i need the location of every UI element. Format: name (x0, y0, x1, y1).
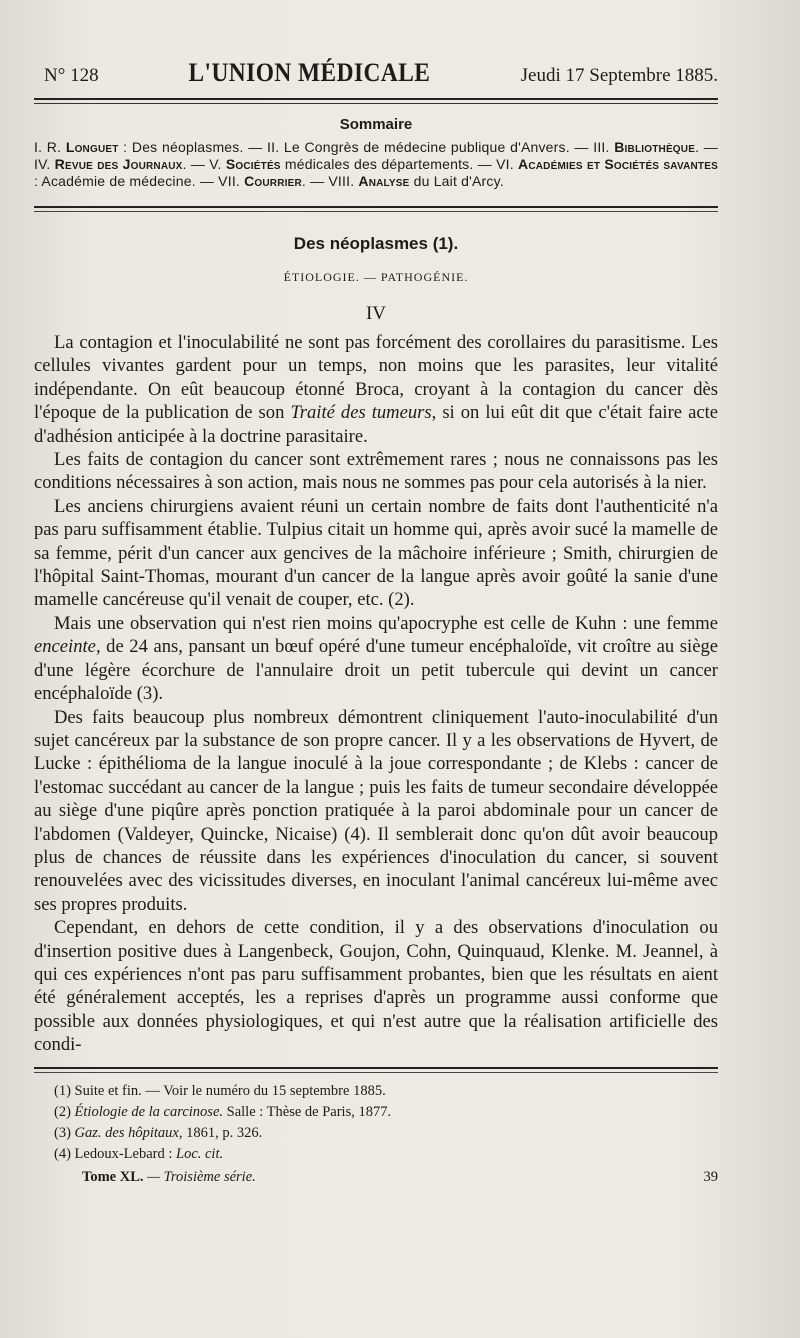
paragraph-text: Mais une observation qui n'est rien moins qu'apocryphe est celle de Kuhn : une femme (54, 612, 718, 634)
footnote (54, 1102, 718, 1123)
sommaire-courrier: Courrier (244, 173, 302, 189)
article-body (34, 331, 718, 1057)
footnote-italic: Loc. cit. (176, 1145, 224, 1162)
sommaire-contents (34, 139, 718, 190)
sommaire-academies: Académies et Sociétés savantes (518, 156, 718, 172)
paragraph-italic: Traité des tumeurs (290, 402, 432, 424)
footnotes (34, 1081, 718, 1165)
footnote-rule-thin (34, 1072, 718, 1073)
sommaire-revue: Revue des Journaux (54, 156, 183, 172)
footnote-italic: Gaz. des hôpitaux, (74, 1124, 183, 1141)
paragraph: Cependant, en dehors de cette condition, il y a des observations d'inoculation ou d'insertion positive dues à Langenbeck, Goujon, Cohn, Quinquaud, Klenke. M. Jeannel, à qui ces expériences n'ont pas paru suffisamment probantes, bien que les résultats en aient été généralement acceptés, les a reprises d'après un programme aussi conforme que possible aux données physiologiques, et qui n'est autre que la réalisation artificielle des condi- (34, 917, 718, 1056)
chapter-number: IV (365, 303, 387, 324)
footnote (54, 1144, 718, 1165)
footer-separator: — (143, 1168, 164, 1185)
sommaire-text: : Académie de médecine. — VII. (34, 173, 245, 189)
issue-number: N° 128 (44, 65, 99, 86)
sommaire-title: Sommaire (339, 116, 413, 133)
article-title: Des néoplasmes (1). (293, 234, 459, 253)
page-header (34, 58, 718, 92)
sommaire-author: Longuet (65, 139, 119, 155)
page-number: 39 (703, 1168, 718, 1185)
sommaire-text: du Lait d'Arcy. (409, 173, 504, 189)
footnote-text: (2) (54, 1103, 75, 1120)
paragraph-text: La contagion et l'inoculabilité ne sont pas forcément des corollaires du parasitisme. Les cellules vivantes gardent pour un temps, non moins que les parasites, leur vitalité indépendante. On eût beaucoup étonné Broca, croyant à la contagion du cancer dès l'époque de la publication de son (34, 332, 718, 424)
header-rule (34, 98, 718, 100)
footnote-text: (4) Ledoux-Lebard : (54, 1145, 176, 1162)
sommaire-societes: Sociétés (225, 156, 281, 172)
sommaire-text: . — VIII. (301, 173, 359, 189)
paragraph-italic: enceinte (34, 636, 96, 658)
footnote-text: Salle : Thèse de Paris, 1877. (223, 1103, 392, 1120)
sommaire-text: . — V. (182, 156, 226, 172)
paragraph-text: , de 24 ans, pansant un bœuf opéré d'une tumeur encéphaloïde, vit croître au siège d'une légère écorchure de l'annulaire droit un petit tubercule qui devint un cancer encéphaloïde (3). (34, 636, 718, 705)
sommaire-text: : Des néoplasmes. — II. Le Congrès de médecine publique d'Anvers. — III. (118, 139, 615, 155)
sommaire-bibliotheque: Bibliothèque (614, 139, 696, 155)
footnote (54, 1123, 718, 1144)
section-rule (34, 206, 718, 208)
header-rule-thin (34, 103, 718, 104)
footnote-rule (34, 1067, 718, 1069)
footnote-italic: Étiologie de la carcinose. (74, 1103, 224, 1120)
volume-info (82, 1169, 256, 1186)
journal-title: L'UNION MÉDICALE (188, 58, 431, 87)
paragraph (34, 331, 718, 448)
paragraph: Des faits beaucoup plus nombreux démontrent cliniquement l'auto-inoculabilité d'un sujet cancéreux par la substance de son propre cancer. Il y a les observations de Hyvert, de Lucke : épithélioma de la langue inoculé à la joue correspondante ; de Klebs : cancer de l'estomac succédant au cancer de la langue ; puis les faits de tumeur secondaire développée au siège d'une piqûre après ponction pratiquée à la paroi abdominale pour un cancer de l'abdomen (Valdeyer, Quincke, Nicaise) (4). Il semblerait donc qu'on dût avoir beaucoup plus de chances de réussite dans les expériences d'inoculation du cancer, si souvent renouvelées avec des vicissitudes diverses, en inoculant l'animal cancéreux lui-même avec ses propres produits. (34, 706, 718, 915)
issue-date: Jeudi 17 Septembre 1885. (520, 65, 718, 86)
paragraph: Les anciens chirurgiens avaient réuni un certain nombre de faits dont l'authenticité n'a pas paru suffisamment établie. Tulpius citait un homme qui, après avoir sucé la mamelle de sa femme, périt d'un cancer aux gencives de la mâchoire inférieure ; Smith, chirurgien de l'hôpital Saint-Thomas, mourant d'un cancer de la langue après avoir goûté la sanie d'une mamelle cancéreuse qu'il venait de couper, etc. (2). (34, 495, 718, 611)
sommaire-analyse: Analyse (358, 173, 410, 189)
paragraph: Les faits de contagion du cancer sont extrêmement rares ; nous ne connaissons pas les conditions nécessaires à son action, mais nous ne sommes pas pour cela autorisés à la nier. (34, 449, 718, 494)
sommaire-text: I. R. (34, 139, 66, 155)
tome-label: Tome XL. (82, 1168, 144, 1185)
page-footer (34, 1169, 718, 1186)
paragraph-text: , si on lui eût dit que c'était faire acte d'adhésion anticipée à la doctrine parasitaire. (34, 402, 719, 447)
sommaire-text: . — IV. (34, 139, 719, 172)
footnote-text: 1861, p. 326. (182, 1124, 263, 1141)
footnote: (1) Suite et fin. — Voir le numéro du 15 septembre 1885. (54, 1082, 386, 1099)
paragraph (34, 612, 718, 706)
article-subtitle: ÉTIOLOGIE. — PATHOGÉNIE. (283, 270, 469, 284)
section-rule-thin (34, 211, 718, 212)
sommaire-text: médicales des départements. — VI. (280, 156, 519, 172)
series-label: Troisième série. (163, 1168, 256, 1185)
footnote-text: (3) (54, 1124, 75, 1141)
